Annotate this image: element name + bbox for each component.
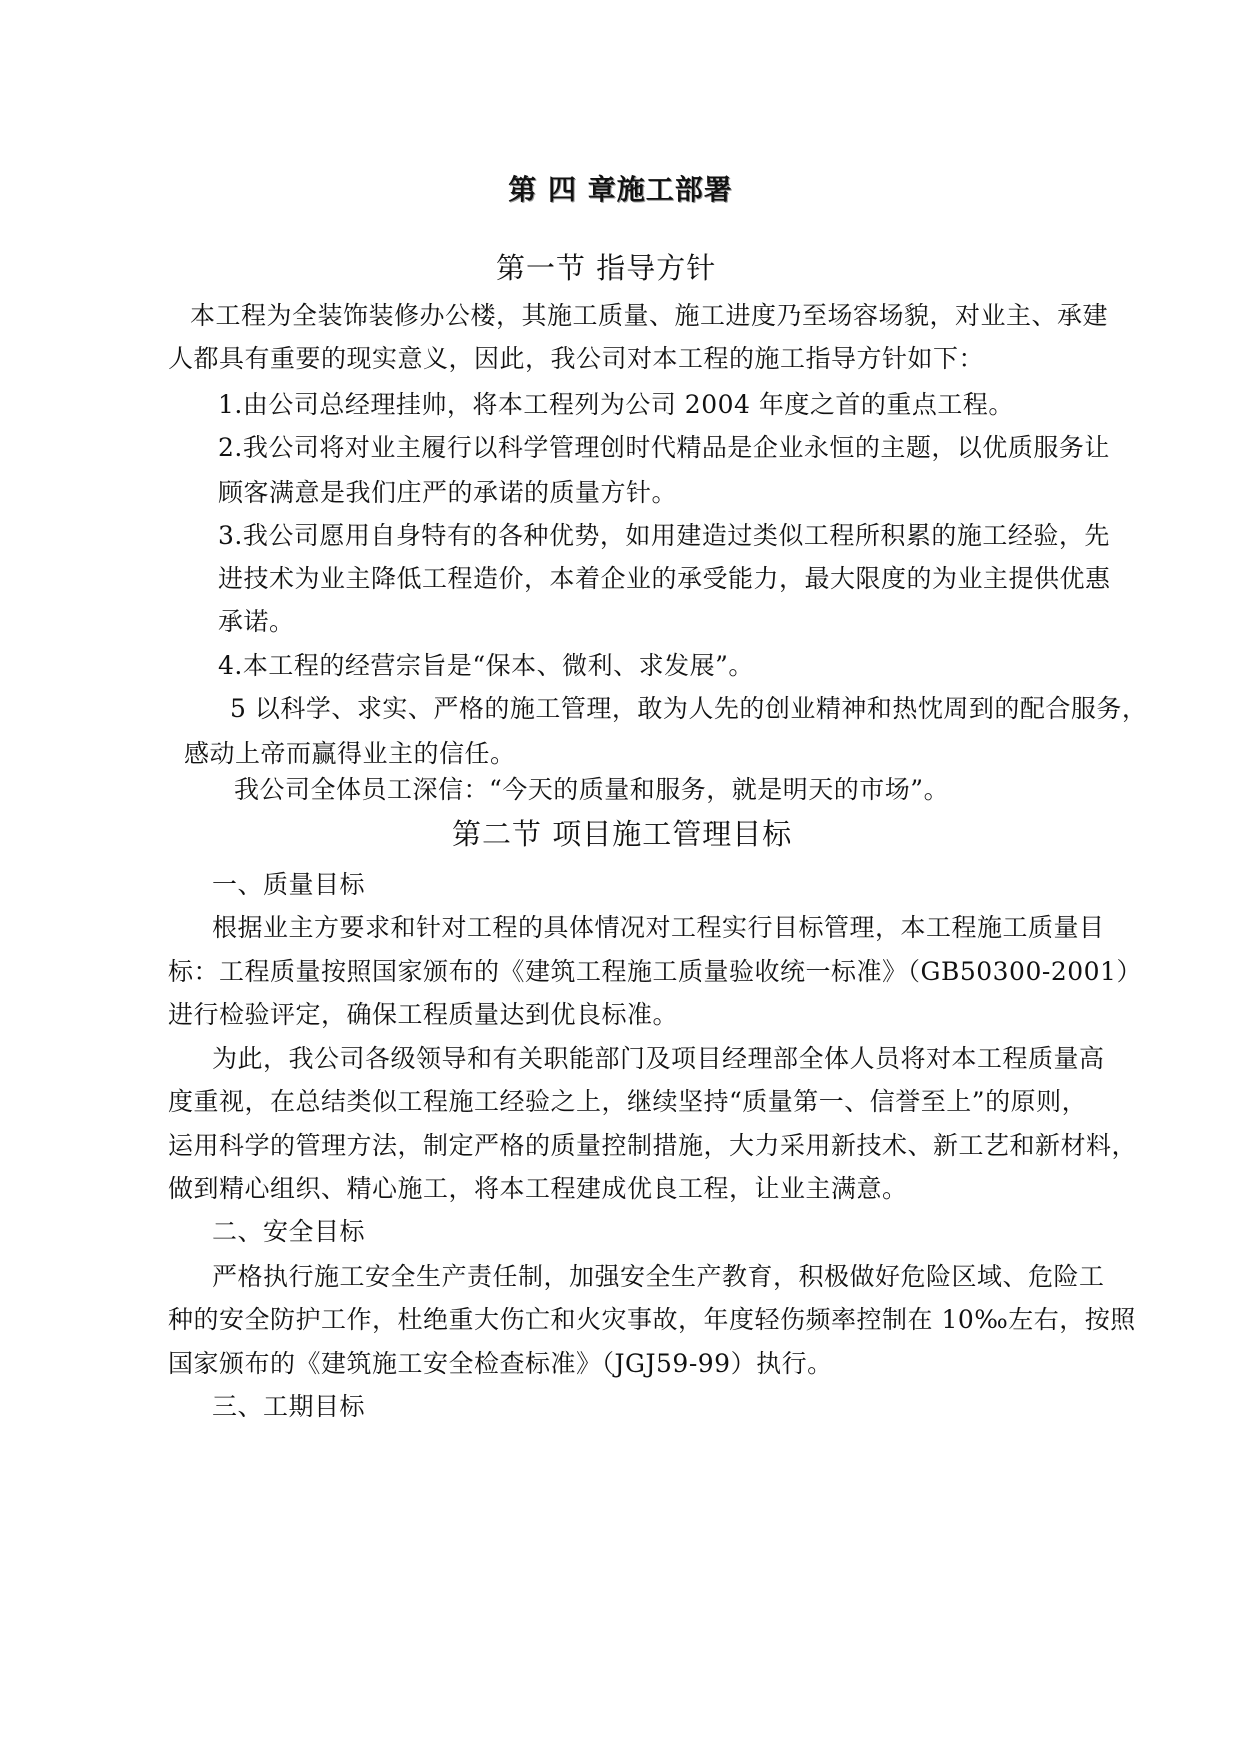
item5-line-1: 5 以科学、求实、严格的施工管理，敢为人先的创业精神和热忱周到的配合服务， xyxy=(230,694,1148,723)
section2-heading: 第二节 项目施工管理目标 xyxy=(452,817,793,851)
schedule-heading: 三、工期目标 xyxy=(212,1392,366,1421)
intro-line-1: 本工程为全装饰装修办公楼，其施工质量、施工进度乃至场容场貌，对业主、承建 xyxy=(190,301,1109,330)
item3-line-2: 进技术为业主降低工程造价，本着企业的承受能力，最大限度的为业主提供优惠 xyxy=(218,564,1111,593)
quality-heading: 一、质量目标 xyxy=(212,870,366,899)
item1-text: 1.由公司总经理挂帅，将本工程列为公司 2004 年度之首的重点工程。 xyxy=(218,390,1014,419)
section1-heading: 第一节 指导方针 xyxy=(496,251,717,285)
quality-p2-line-3: 运用科学的管理方法，制定严格的质量控制措施，大力采用新技术、新工艺和新材料， xyxy=(168,1131,1138,1160)
quality-p1-line-2: 标：工程质量按照国家颁布的《建筑工程施工质量验收统一标准》（GB50300-2001） xyxy=(168,957,1142,986)
item4-text: 4.本工程的经营宗旨是“保本、微利、求发展”。 xyxy=(218,651,754,680)
item2-line-1: 2.我公司将对业主履行以科学管理创时代精品是企业永恒的主题，以优质服务让 xyxy=(218,433,1110,462)
item5-line-2: 感动上帝而赢得业主的信任。 xyxy=(184,739,516,768)
safety-p-line-3: 国家颁布的《建筑施工安全检查标准》（JGJ59-99）执行。 xyxy=(168,1349,833,1378)
safety-p-line-1: 严格执行施工安全生产责任制，加强安全生产教育，积极做好危险区域、危险工 xyxy=(212,1262,1105,1291)
quality-p2-line-4: 做到精心组织、精心施工，将本工程建成优良工程，让业主满意。 xyxy=(168,1174,908,1203)
item3-line-3: 承诺。 xyxy=(218,607,295,636)
item2-line-2: 顾客满意是我们庄严的承诺的质量方针。 xyxy=(218,478,678,507)
chapter-title: 第 四 章施工部署 xyxy=(508,173,733,206)
safety-heading: 二、安全目标 xyxy=(212,1217,366,1246)
quality-p1-line-1: 根据业主方要求和针对工程的具体情况对工程实行目标管理，本工程施工质量目 xyxy=(212,913,1105,942)
quality-p1-line-3: 进行检验评定，确保工程质量达到优良标准。 xyxy=(168,1000,679,1029)
belief-text: 我公司全体员工深信：“今天的质量和服务，就是明天的市场”。 xyxy=(234,775,950,804)
safety-p-line-2: 种的安全防护工作，杜绝重大伤亡和火灾事故，年度轻伤频率控制在 10‰左右，按照 xyxy=(168,1305,1136,1334)
item3-line-1: 3.我公司愿用自身特有的各种优势，如用建造过类似工程所积累的施工经验，先 xyxy=(218,521,1110,550)
quality-p2-line-2: 度重视，在总结类似工程施工经验之上，继续坚持“质量第一、信誉至上”的原则， xyxy=(168,1087,1088,1116)
quality-p2-line-1: 为此，我公司各级领导和有关职能部门及项目经理部全体人员将对本工程质量高 xyxy=(212,1044,1105,1073)
intro-line-2: 人都具有重要的现实意义，因此，我公司对本工程的施工指导方针如下： xyxy=(168,344,985,373)
